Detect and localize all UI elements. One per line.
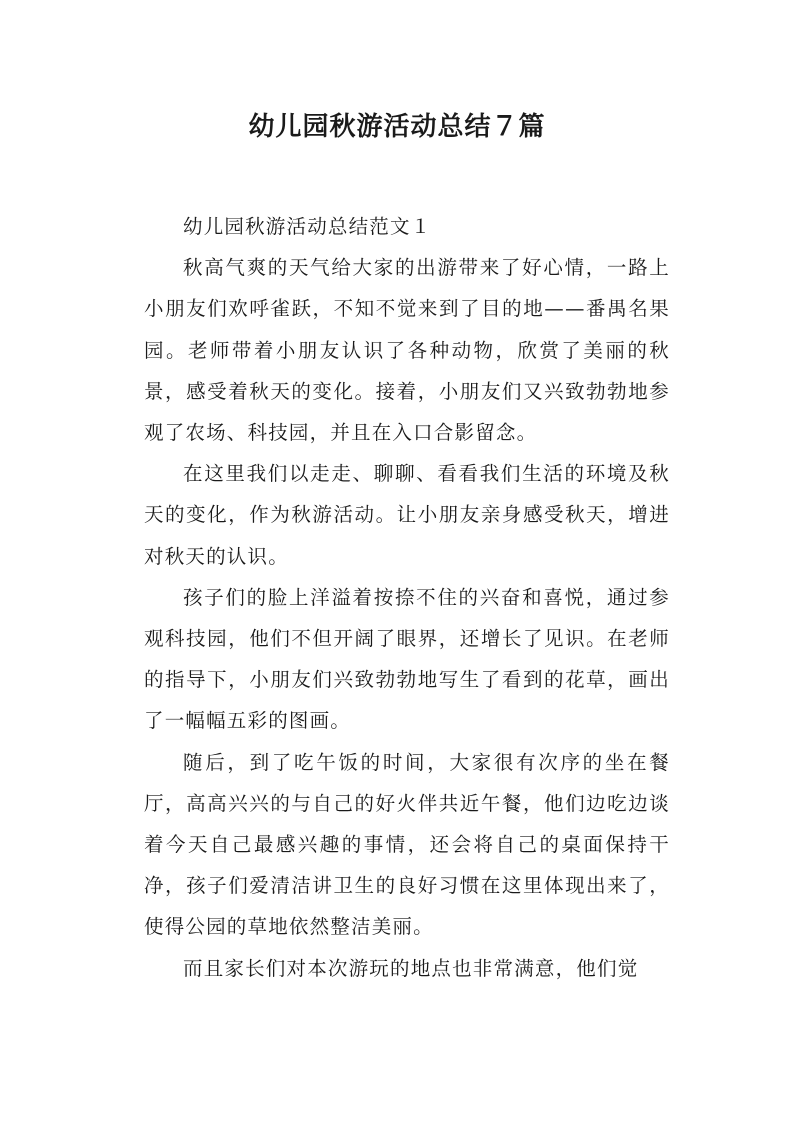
paragraph-5: 而且家长们对本次游玩的地点也非常满意，他们觉 bbox=[183, 956, 639, 980]
paragraph-1: 秋高气爽的天气给大家的出游带来了好心情，一路上小朋友们欢呼雀跃，不知不觉来到了目的地——番禺名果园。老师带着小朋友认识了各种动物，欣赏了美丽的秋景，感受着秋天的变化。接着，小朋友们又兴致勃勃地参观了农场、科技园，并且在入口合影留念。 bbox=[144, 256, 670, 445]
document-body bbox=[144, 206, 670, 989]
section-subheading: 幼儿园秋游活动总结范文１ bbox=[183, 215, 432, 238]
document-title: 幼儿园秋游活动总结７篇 bbox=[248, 112, 546, 142]
paragraph-2: 在这里我们以走走、聊聊、看看我们生活的环境及秋天的变化，作为秋游活动。让小朋友亲身感受秋天，增进对秋天的认识。 bbox=[144, 462, 670, 568]
paragraph-4: 随后，到了吃午饭的时间，大家很有次序的坐在餐厅，高高兴兴的与自己的好火伴共近午餐，他们边吃边谈着今天自己最感兴趣的事情，还会将自己的桌面保持干净，孩子们爱清洁讲卫生的良好习惯在这里体现出来了，使得公园的草地依然整洁美丽。 bbox=[144, 750, 670, 939]
paragraph-3: 孩子们的脸上洋溢着按捺不住的兴奋和喜悦，通过参观科技园，他们不但开阔了眼界，还增长了见识。在老师的指导下，小朋友们兴致勃勃地写生了看到的花草，画出了一幅幅五彩的图画。 bbox=[144, 585, 670, 733]
